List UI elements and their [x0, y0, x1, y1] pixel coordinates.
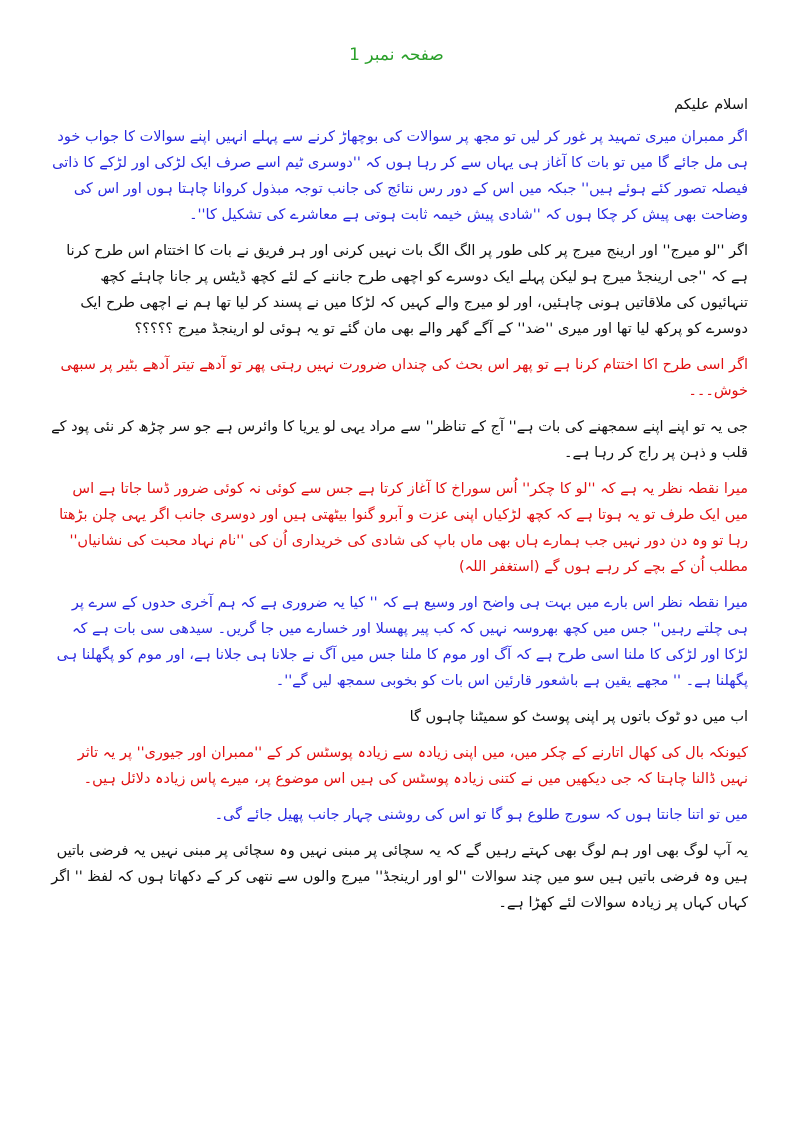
paragraph-sunrise: میں تو اتنا جانتا ہوں کہ سورج طلوع ہو گا تو اس کی روشنی چہار جانب پھیل جائے گی۔ [214, 807, 748, 823]
document-body [48, 92, 748, 926]
paragraph-context: جی یہ تو اپنے اپنے سمجھنے کی بات ہے'' آج کے تناظر'' سے مراد یہی لو یریا کا وائرس ہے جو سر چڑھ کر نئی پود کے قلب و ذہن پر راج کر رہا ہے۔ [51, 419, 748, 461]
page-number-label: صفحہ نمبر 1 [349, 45, 444, 65]
paragraph-viewpoint: میرا نقطہ نظر یہ ہے کہ ''لو کا چکر'' اُس سوراخ کا آغاز کرتا ہے جس سے کوئی نہ کوئی ضرور ڈسا جاتا ہے اس میں ایک طرف تو یہ ہوتا ہے کہ کچھ لڑکیاں اپنی عزت و آبرو گنوا بیٹھتی ہیں اور دوسری جانب اگر یہی چلن بڑھتا رہا تو وہ دن دور نہیں جب ہمارے ہاں بھی ماں باپ کی شادی کی خریداری اُن کی ''نام نہاد محبت کی نشانیاں'' مطلب اُن کے بچے کر رہے ہوں گے (استغفر اللہ) [59, 481, 748, 575]
paragraph-fire-wax: میرا نقطہ نظر اس بارے میں بہت ہی واضح اور وسیع ہے کہ '' کیا یہ ضروری ہے کہ ہم آخری حدوں کے سرے پر ہی چلتے رہیں'' جس میں کچھ بھروسہ نہیں کہ کب پیر پھسلا اور خسارے میں جا گریں۔ سیدھی سی بات ہے کہ لڑکا اور لڑکی کا ملنا اسی طرح ہے کہ آگ اور موم کا ملنا جس میں آگ نے جلانا ہی جلانا ہے، اور موم کو پگھلنا ہی پگھلنا ہے۔ '' مجھے یقین ہے باشعور قارئین اس بات کو بخوبی سمجھ لیں گے''۔ [56, 595, 748, 689]
paragraph-conclusion: اگر اسی طرح اکا اختتام کرنا ہے تو پھر اس بحث کی چنداں ضرورت نہیں رہتی پھر تو آدھے تیتر آدھے بٹیر پر سبھی خوش۔۔۔ [60, 357, 748, 399]
paragraph-love-marriage: اگر ''لو میرج'' اور ارینج میرج پر کلی طور پر الگ الگ بات نہیں کرنی اور ہر فریق نے بات کا اختتام اس طرح کرنا ہے کہ ''جی ارینجڈ میرج ہو لیکن پہلے ایک دوسرے کو اچھی طرح جاننے کے لئے کچھ ڈیٹس پر جانا چاہئے کچھ تنہائیوں کی ملاقاتیں ہونی چاہئیں، اور لو میرج والے کہیں کہ لڑکا میں نے پسند کر لیا تھا ہم نے اچھی طرح ایک دوسرے کو پرکھ لیا تھا اور میری ''ضد'' کے آگے گھر والے بھی مان گئے تو یہ ہوئی لو ارینجڈ میرج ؟؟؟؟؟ [66, 243, 748, 337]
paragraph-intro: اگر ممبران میری تمہید پر غور کر لیں تو مجھ پر سوالات کی بوچھاڑ کرنے سے پہلے انہیں اپنے سوالات کا جواب خود ہی مل جائے گا میں تو بات کا آغاز ہی یہاں سے کر رہا ہوں کہ ''دوسری ٹیم اسے صرف ایک لڑکی اور لڑکے کا ذاتی فیصلہ تصور کئے ہوئے ہیں'' جبکہ میں اس کے دور رس نتائج کی جانب توجہ مبذول کروانا چاہتا ہوں اور اس کی وضاحت بھی پیش کر چکا ہوں کہ ''شادی پیش خیمہ ثابت ہوتی ہے معاشرے کی تشکیل کا''۔ [52, 129, 748, 223]
greeting: اسلام علیکم [674, 97, 748, 113]
paragraph-questions: یہ آپ لوگ بھی اور ہم لوگ بھی کہتے رہیں گے کہ یہ سچائی پر مبنی نہیں وہ سچائی پر مبنی نہیں یہ فرضی باتیں ہیں وہ فرضی باتیں ہیں سو میں چند سوالات ''لو اور ارینجڈ'' میرج والوں سے نتھی کر کے دکھاتا ہوں کہ لفظ '' اگر کہاں کہاں پر زیادہ سوالات لئے کھڑا ہے۔ [51, 843, 748, 911]
paragraph-posts: کیونکہ بال کی کھال اتارنے کے چکر میں، میں اپنی زیادہ سے زیادہ پوسٹس کر کے ''ممبران اور جیوری'' پر یہ تاثر نہیں ڈالنا چاہتا کہ جی دیکھیں میں نے کتنی زیادہ پوسٹس کی ہیں اس موضوع پر، میرے پاس زیادہ دلائل ہیں۔ [77, 745, 748, 787]
paragraph-summary-intro: اب میں دو ٹوک باتوں پر اپنی پوسٹ کو سمیٹنا چاہوں گا [409, 709, 748, 725]
